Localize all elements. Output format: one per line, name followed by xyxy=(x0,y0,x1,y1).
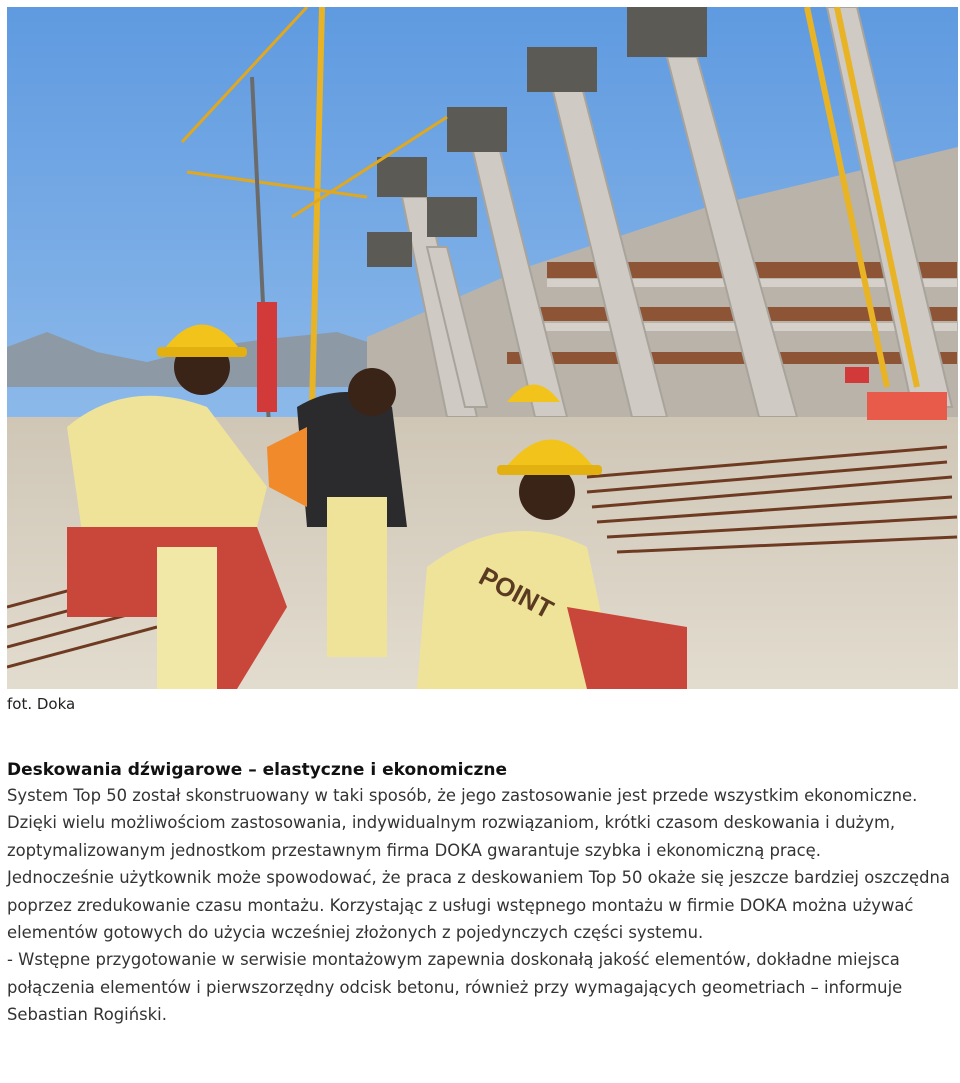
photo-caption: fot. Doka xyxy=(7,695,76,713)
svg-text:POINT: POINT xyxy=(474,560,559,625)
construction-site-photo xyxy=(7,7,958,689)
article-paragraph-1: System Top 50 został skonstruowany w taki sposób, że jego zastosowanie jest przede wszystkim ekonomiczne. Dzięki wielu możliwościom zastosowania, indywidualnym rozwiązaniom, krótki czasom deskowania i dużym, zoptymalizowanym jednostkom przestawnym firma DOKA gwarantuje szybka i ekonomiczną pracę. xyxy=(7,786,918,860)
article-heading: Deskowania dźwigarowe – elastyczne i ekonomiczne xyxy=(7,760,508,780)
article xyxy=(7,758,952,1029)
article-paragraph-2: Jednocześnie użytkownik może spowodować, że praca z deskowaniem Top 50 okaże się jeszcze bardziej oszczędna poprzez zredukowanie czasu montażu. Korzystając z usługi wstępnego montażu w firmie DOKA można używać elementów gotowych do użycia wcześniej złożonych z pojedynczych części systemu. xyxy=(7,868,950,943)
article-paragraph-3: - Wstępne przygotowanie w serwisie montażowym zapewnia doskonałą jakość elementów, dokładne miejsca połączenia elementów i pierwszorzędny odcisk betonu, również przy wymagających geometriach – informuje Sebastian Rogiński. xyxy=(7,950,903,1025)
